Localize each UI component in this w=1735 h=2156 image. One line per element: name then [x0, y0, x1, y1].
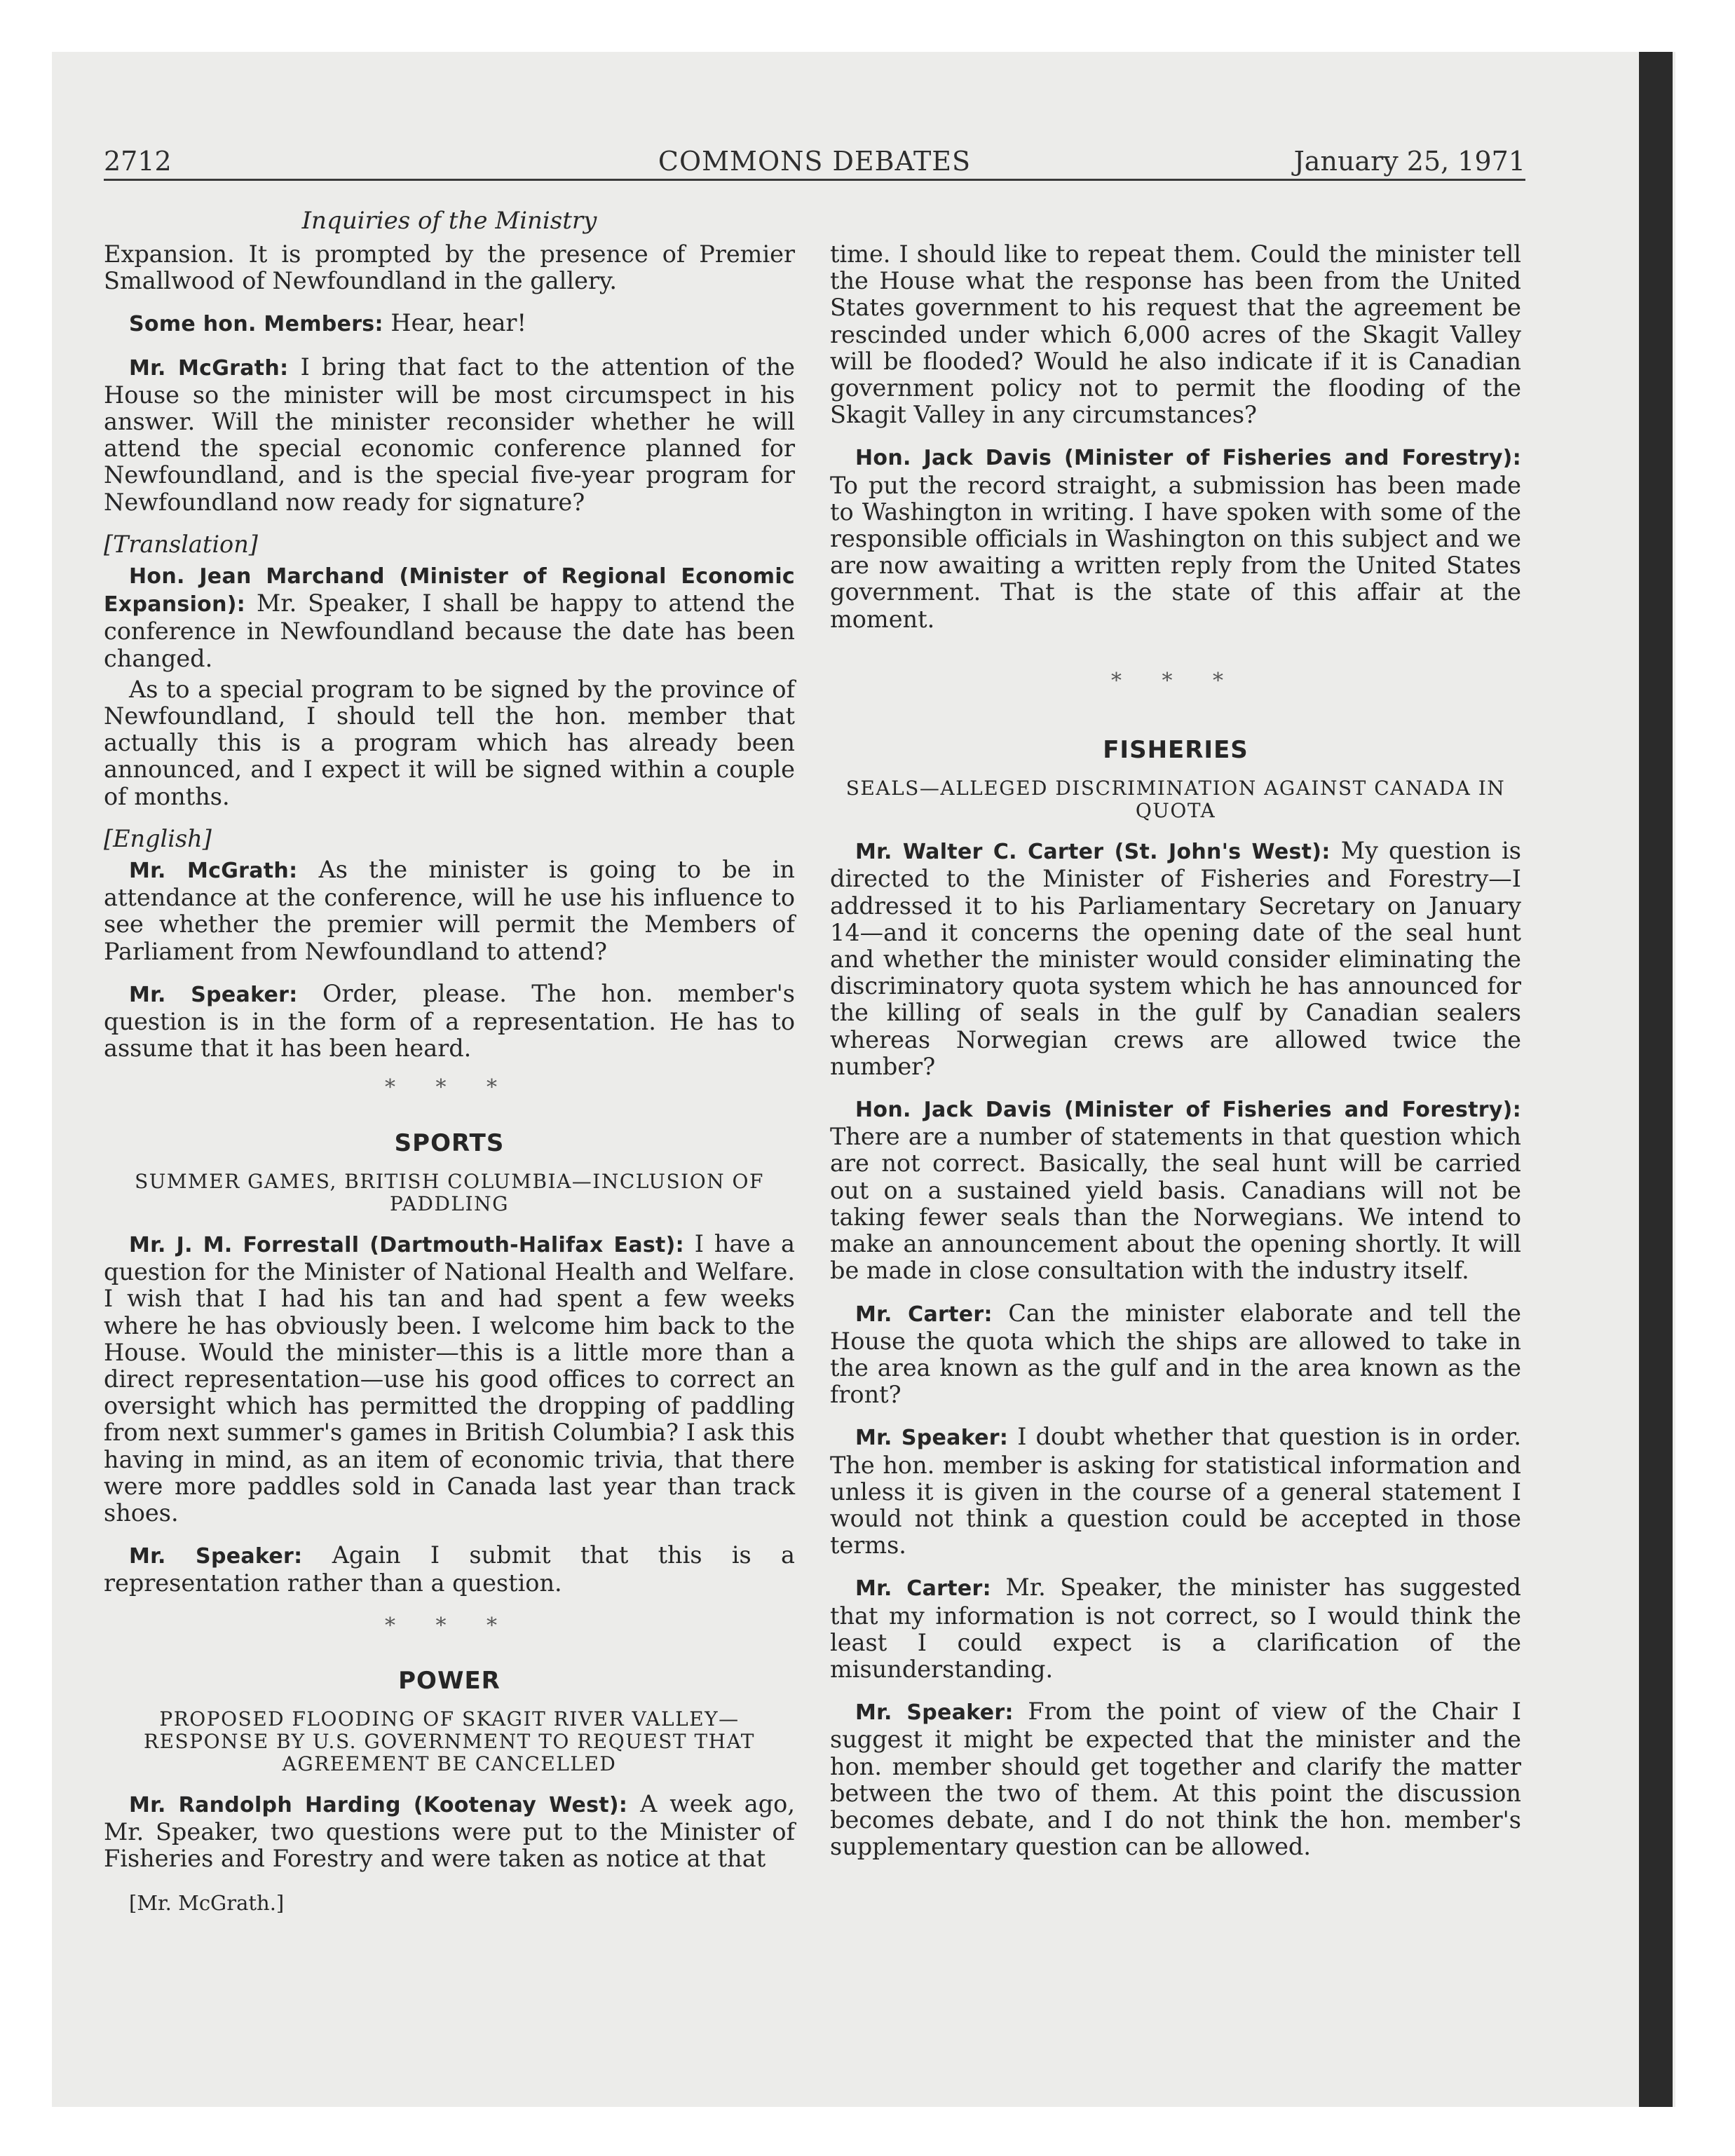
- page-date: January 25, 1971: [1293, 146, 1525, 177]
- speech-text: My question is directed to the Minister of Fisheries and Forestry—I addressed it to his Parliamentary Secretary on January 14—and it concerns the opening date of the seal hunt and whether the minister would consider eliminating the discriminatory quota system which he has announced for the killing of seals in the gulf by Canadian sealers whereas Norwegian crews are allowed twice the number?: [830, 837, 1521, 1080]
- speech-text: A week ago, Mr. Speaker, two questions were put to the Minister of Fisheries and Forestry and were taken as notice at that: [104, 1789, 795, 1873]
- speech-text: I have a question for the Minister of National Health and Welfare. I wish that I had his tan and had spent a few weeks where he has obviously been. I welcome him back to the House. Would the minister—this is a little more than a direct representation—use his good offices to correct an oversight which has permitted the dropping of paddling from next summer's games in British Columbia? I ask this having in mind, as an item of economic trivia, that there were more paddles sold in Canada last year than track shoes.: [104, 1229, 795, 1527]
- speech-text: Hear, hear!: [383, 309, 526, 337]
- paragraph: [104, 1231, 795, 1527]
- speaker-name: Mr. McGrath:: [129, 859, 298, 884]
- paragraph: time. I should like to repeat them. Could the minister tell the House what the response has been from the United States government to his request that the agreement be rescinded under which 6,000 acres of the Skagit Valley will be flooded? Would he also indicate if it is Canadian government policy not to permit the flooding of the Skagit Valley in any circumstances?: [830, 240, 1521, 429]
- subsection-heading: SEALS—ALLEGED DISCRIMINATION AGAINST CANADA IN QUOTA: [845, 777, 1506, 823]
- speaker-name: Mr. Randolph Harding (Kootenay West):: [129, 1792, 628, 1817]
- paragraph: [830, 1096, 1521, 1284]
- speech-text: To put the record straight, a submission has been made to Washington in writing. I have spoken with some of the responsible officials in Washington on this subject and we are now awaiting a written reply from the United States government. That is the state of this affair at the moment.: [830, 471, 1521, 633]
- paragraph: [104, 1791, 795, 1873]
- section-separator: * * *: [1110, 668, 1241, 693]
- language-tag: [Translation]: [104, 530, 258, 558]
- section-heading: FISHERIES: [1103, 736, 1248, 765]
- paragraph: [104, 310, 795, 338]
- speaker-name: Mr. McGrath:: [129, 355, 289, 381]
- paragraph: [830, 444, 1521, 632]
- running-head: Inquiries of the Ministry: [301, 207, 597, 235]
- speech-text: From the point of view of the Chair I suggest it might be expected that the minister and the hon. member should get together and clarify the matter between the two of them. At this point the discussion becomes debate, and I do not think the hon. member's supplementary question can be allowed.: [830, 1698, 1521, 1861]
- paragraph: Expansion. It is prompted by the presence of Premier Smallwood of Newfoundland in the gallery.: [104, 240, 795, 295]
- paragraph: [830, 1424, 1521, 1559]
- speech-text: Can the minister elaborate and tell the House the quota which the ships are allowed to take in the area known as the gulf and in the area known as the front?: [830, 1299, 1521, 1409]
- paragraph: [830, 1300, 1521, 1409]
- speech-text: Mr. Speaker, I shall be happy to attend the conference in Newfoundland because the date has been changed.: [104, 589, 795, 672]
- right-column: [830, 241, 1521, 1876]
- paragraph: [104, 562, 795, 672]
- left-column: [104, 241, 795, 1916]
- section-heading: SPORTS: [394, 1128, 505, 1157]
- speech-text: Again I submit that this is a representation rather than a question.: [104, 1541, 795, 1597]
- paragraph: [830, 1574, 1521, 1683]
- speech-text: I bring that fact to the attention of the House so the minister will be most circumspect in his answer. Will the minister reconsider whether he will attend the special economic conference planned for Newfoundland, and is the special five-year program for Newfoundland now ready for signature?: [104, 353, 795, 516]
- paragraph: [104, 1542, 795, 1597]
- speaker-name: Mr. Speaker:: [855, 1700, 1014, 1726]
- speech-text: As the minister is going to be in attendance at the conference, will he use his influence to see whether the premier will permit the Members of Parliament from Newfoundland to attend?: [104, 856, 795, 965]
- subsection-heading: PROPOSED FLOODING OF SKAGIT RIVER VALLEY—RESPONSE BY U.S. GOVERNMENT TO REQUEST THAT AGREEMENT BE CANCELLED: [144, 1707, 755, 1775]
- paragraph: [104, 857, 795, 965]
- speaker-name: Hon. Jack Davis (Minister of Fisheries and Forestry):: [855, 1098, 1521, 1123]
- section-heading: POWER: [398, 1666, 501, 1695]
- speech-text: Mr. Speaker, the minister has suggested that my information is not correct, so I would think the least I could expect is a clarification of the misunderstanding.: [830, 1574, 1521, 1683]
- scan-edge-bar: [1639, 52, 1673, 2107]
- speaker-name: Mr. J. M. Forrestall (Dartmouth-Halifax East):: [129, 1232, 684, 1257]
- language-tag: [English]: [104, 824, 212, 852]
- speaker-name: Hon. Jean Marchand (Minister of Regional Economic Expansion):: [104, 564, 795, 618]
- paragraph: [830, 838, 1521, 1080]
- section-separator: * * *: [384, 1075, 515, 1100]
- publication-title: COMMONS DEBATES: [658, 146, 972, 177]
- paragraph: [104, 981, 795, 1063]
- speaker-name: Mr. Walter C. Carter (St. John's West):: [855, 840, 1331, 865]
- page-footnote: [Mr. McGrath.]: [129, 1890, 285, 1915]
- speech-text: Order, please. The hon. member's question is in the form of a representation. He has to assume that it has been heard.: [104, 979, 795, 1063]
- paragraph: As to a special program to be signed by the province of Newfoundland, I should tell the hon. member that actually this is a program which has already been announced, and I expect it will be signed within a couple of months.: [104, 675, 795, 810]
- page-header: [104, 144, 1525, 181]
- speaker-name: Mr. Carter:: [855, 1576, 991, 1602]
- page-number: 2712: [104, 146, 172, 177]
- speaker-name: Mr. Speaker:: [129, 982, 298, 1007]
- speaker-name: Mr. Speaker:: [129, 1544, 303, 1569]
- speaker-name: Some hon. Members:: [129, 312, 383, 337]
- section-separator: * * *: [384, 1613, 515, 1638]
- paragraph: [104, 354, 795, 516]
- speaker-name: Mr. Speaker:: [855, 1426, 1009, 1451]
- subsection-heading: SUMMER GAMES, BRITISH COLUMBIA—INCLUSION OF PADDLING: [135, 1169, 764, 1215]
- speech-text: I doubt whether that question is in order. The hon. member is asking for statistical information and unless it is given in the course of a general statement I would not think a question could be accepted in those terms.: [830, 1423, 1521, 1560]
- speech-text: There are a number of statements in that question which are not correct. Basically, the seal hunt will be carried out on a sustained yield basis. Canadians will not be taking fewer seals than the Norwegians. We intend to make an announcement about the opening shortly. It will be made in close consultation with the industry itself.: [830, 1123, 1521, 1285]
- speaker-name: Mr. Carter:: [855, 1302, 993, 1327]
- paragraph: [830, 1698, 1521, 1860]
- speaker-name: Hon. Jack Davis (Minister of Fisheries and Forestry):: [855, 446, 1521, 471]
